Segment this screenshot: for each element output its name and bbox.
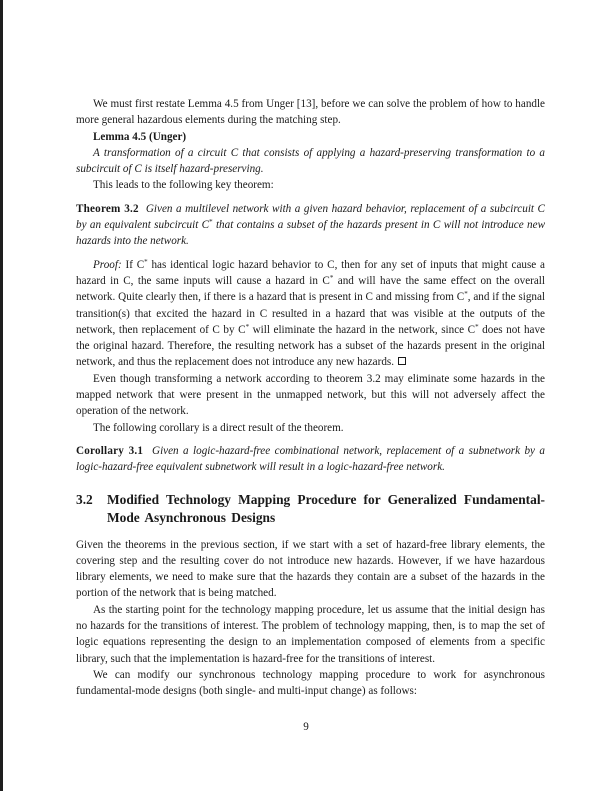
theorem-body-part1: Given a multilevel network with a given hazard behavior, replacement of a subcircuit C by an equivalent subcircuit C — [76, 202, 545, 232]
corollary-block — [76, 443, 545, 476]
section-paragraph: We can modify our synchronous technology mapping procedure to work for asynchronous fundamental-mode designs (both single- and multi-input change) as follows: — [76, 668, 545, 698]
star: * — [329, 273, 334, 282]
corollary-label: Corollary 3.1 — [76, 444, 144, 457]
after-proof-paragraph: Even though transforming a network according to theorem 3.2 may eliminate some hazards in the mapped network that were present in the unmapped network, but this will not adversely affect the operation of the network. — [76, 372, 545, 418]
theorem-label: Theorem 3.2 — [76, 202, 139, 215]
proof-label: Proof: — [93, 258, 122, 271]
document-page — [76, 96, 545, 700]
star: * — [245, 322, 250, 331]
qed-square-icon — [398, 357, 406, 365]
star: * — [464, 290, 468, 299]
lemma-body: A transformation of a circuit C that consists of applying a hazard-preserving transformation to a subcircuit of C is itself hazard-preserving. — [76, 146, 545, 176]
section-number: 3.2 — [76, 491, 93, 507]
theorem-body-part2: that contains a subset of the hazards present in C will not introduce new hazards into the network. — [76, 219, 545, 248]
proof-paragraph — [76, 257, 545, 371]
corollary-body: Given a logic-hazard-free combinational network, replacement of a subnetwork by a logic-hazard-free equivalent subnetwork will result in a logic-hazard-free network. — [76, 444, 545, 474]
section-paragraph: As the starting point for the technology mapping procedure, let us assume that the initial design has no hazards for the transitions of interest. The problem of technology mapping, then, is to map the set of logic equations representing the design to an implementation composed of elements from a specific library, such that the implementation is hazard-free for the transitions of interest. — [76, 603, 545, 665]
section-heading — [76, 491, 545, 527]
intro-paragraph: We must first restate Lemma 4.5 from Unger [13], before we can solve the problem of how to handle more general hazardous elements during the matching step. — [76, 98, 545, 127]
scan-edge-border — [0, 0, 3, 791]
proof-text: will eliminate the hazard in the network, since C — [249, 323, 476, 336]
star: * — [144, 257, 148, 266]
proof-text: and will have the same effect on the overall network. Quite clearly then, if there is a hazard that is present in C and missing from C — [76, 274, 545, 304]
proof-text: has identical logic hazard behavior to C, then for any set of inputs that might cause a hazard in C, the same inputs will cause a hazard in C — [76, 258, 545, 287]
star: * — [475, 322, 479, 331]
page-number: 9 — [303, 721, 309, 733]
lead-in-paragraph: This leads to the following key theorem: — [93, 179, 274, 192]
lemma-heading: Lemma 4.5 (Unger) — [93, 130, 187, 143]
proof-text: does not have the original hazard. Therefore, the resulting network has a subset of the hazards present in the original network, and thus the replacement does not introduce any new hazards. — [76, 323, 545, 369]
theorem-star: * — [209, 218, 213, 227]
proof-text: If C — [121, 258, 145, 271]
corollary-lead-paragraph: The following corollary is a direct result of the theorem. — [93, 421, 344, 434]
section-paragraph: Given the theorems in the previous section, if we start with a set of hazard-free library elements, the covering step and the resulting cover do not introduce new hazards. However, if we have hazardous library elements, we need to make sure that the hazards they contain are a subset of the hazards in the portion of the network that is being matched. — [76, 538, 545, 600]
section-title: Modified Technology Mapping Procedure for Generalized Fundamental-Mode Asynchronous Designs — [107, 491, 545, 525]
theorem-block — [76, 201, 545, 250]
proof-text: , and if the signal transition(s) that excited the hazard in C resulted in a hazard that was visible at the outputs of the network, then replacement of C by C — [76, 291, 545, 336]
